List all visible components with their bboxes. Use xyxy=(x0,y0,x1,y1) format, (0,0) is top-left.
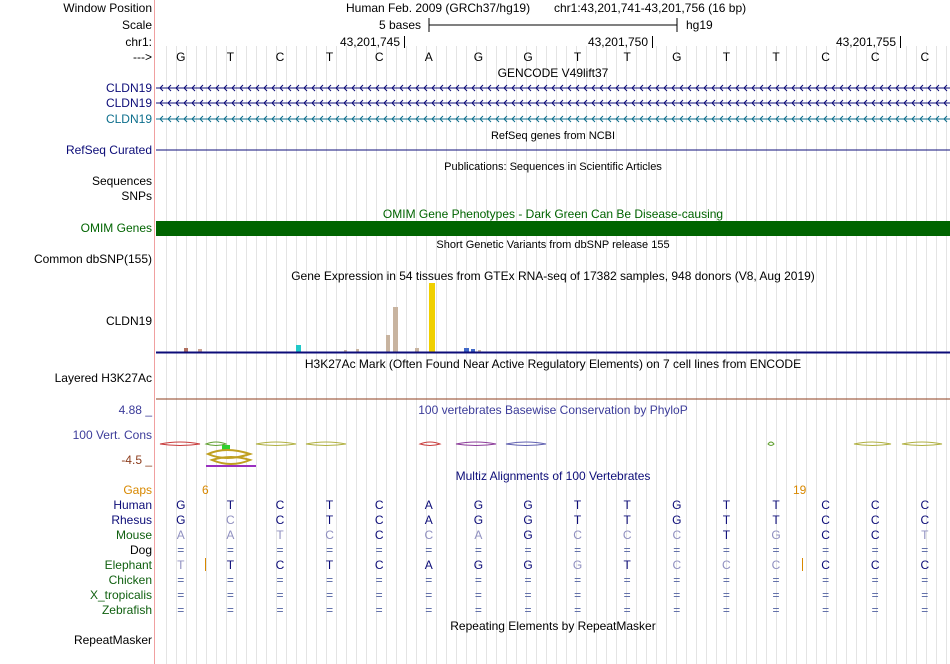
position-range: chr1:43,201,741-43,201,756 (16 bp) xyxy=(554,1,747,15)
gap-marker xyxy=(205,558,206,571)
aligned-base: T xyxy=(276,528,284,542)
aligned-base: = xyxy=(276,543,284,557)
multiz-track-title: Multiz Alignments of 100 Vertebrates xyxy=(455,469,651,483)
aligned-base: G xyxy=(473,558,484,572)
omim-track-title: OMIM Gene Phenotypes - Dark Green Can Be Disease-causing xyxy=(382,207,724,221)
aligned-base: = xyxy=(226,603,234,617)
aligned-base: C xyxy=(771,558,781,572)
conservation-wiggle[interactable] xyxy=(156,436,950,470)
base: A xyxy=(424,50,433,64)
aligned-base: = xyxy=(326,603,334,617)
aligned-base: = xyxy=(722,543,730,557)
aligned-base: = xyxy=(425,573,433,587)
aligned-base: = xyxy=(822,543,830,557)
repeatmasker-label[interactable]: RepeatMasker xyxy=(73,633,152,647)
aligned-base: = xyxy=(722,573,730,587)
aligned-base: G xyxy=(523,498,533,512)
aligned-base: = xyxy=(871,543,879,557)
aligned-base: = xyxy=(772,543,780,557)
dbsnp-label[interactable]: Common dbSNP(155) xyxy=(33,252,152,266)
species-label[interactable]: Zebrafish xyxy=(101,603,152,617)
aligned-base: G xyxy=(572,558,583,572)
base: T xyxy=(325,50,334,64)
aligned-base: = xyxy=(524,543,532,557)
aligned-base: C xyxy=(275,513,285,527)
aligned-base: A xyxy=(424,558,433,572)
aligned-base: C xyxy=(672,558,682,572)
aligned-base: = xyxy=(276,603,284,617)
species-label[interactable]: Human xyxy=(113,498,152,512)
aligned-base: = xyxy=(474,588,482,602)
gencode-track-title: GENCODE V49lift37 xyxy=(497,66,609,80)
gap-count-1: 6 xyxy=(202,483,209,497)
ruler-tick xyxy=(900,36,901,48)
refseq-gene-line[interactable] xyxy=(156,149,950,152)
aligned-base: A xyxy=(474,528,483,542)
species-label[interactable]: Elephant xyxy=(104,558,152,572)
aligned-base: = xyxy=(772,573,780,587)
scale-bar xyxy=(428,16,680,34)
aligned-base: = xyxy=(177,603,185,617)
aligned-base: = xyxy=(921,543,929,557)
aligned-base: = xyxy=(871,603,879,617)
gtex-track-title: Gene Expression in 54 tissues from GTEx RNA-seq of 17382 samples, 948 donors (V8, Aug 2019) xyxy=(291,269,815,283)
ruler-tick xyxy=(404,36,405,48)
gaps-label[interactable]: Gaps xyxy=(123,483,152,497)
aligned-base: C xyxy=(870,528,880,542)
aligned-base: = xyxy=(425,543,433,557)
dbsnp-track-title: Short Genetic Variants from dbSNP release 155 xyxy=(436,239,670,251)
aligned-base: G xyxy=(672,498,682,512)
aligned-base: = xyxy=(574,588,582,602)
aligned-base: C xyxy=(424,528,434,542)
window-position-label[interactable]: Window Position xyxy=(63,1,152,15)
aligned-base: G xyxy=(176,498,186,512)
aligned-base: A xyxy=(424,513,433,527)
aligned-base: = xyxy=(623,543,631,557)
aligned-base: = xyxy=(921,603,929,617)
aligned-base: T xyxy=(623,558,631,572)
species-label[interactable]: Dog xyxy=(129,543,152,557)
gencode-gene-label-2[interactable]: CLDN19 xyxy=(105,96,152,110)
aligned-base: = xyxy=(623,603,631,617)
base: G xyxy=(672,50,682,64)
aligned-base: = xyxy=(673,573,681,587)
aligned-base: = xyxy=(822,603,830,617)
base: T xyxy=(722,50,731,64)
publications-track-title: Publications: Sequences in Scientific Articles xyxy=(444,161,662,173)
species-label[interactable]: Chicken xyxy=(108,573,152,587)
aligned-base: G xyxy=(523,528,533,542)
aligned-base: = xyxy=(276,573,284,587)
aligned-base: C xyxy=(622,528,632,542)
aligned-base: = xyxy=(474,603,482,617)
aligned-base: = xyxy=(326,573,334,587)
aligned-base: G xyxy=(771,528,781,542)
aligned-base: A xyxy=(226,528,235,542)
aligned-base: C xyxy=(374,528,384,542)
aligned-base: = xyxy=(772,588,780,602)
aligned-base: = xyxy=(673,543,681,557)
aligned-base: T xyxy=(921,528,929,542)
conservation-track-title: 100 vertebrates Basewise Conservation by PhyloP xyxy=(418,403,688,417)
refseq-label[interactable]: RefSeq Curated xyxy=(65,143,152,157)
aligned-base: C xyxy=(821,513,830,527)
scale-bar-text: 5 bases xyxy=(379,18,422,32)
base: T xyxy=(573,50,582,64)
aligned-base: = xyxy=(474,573,482,587)
conservation-max-label: 4.88 _ xyxy=(118,403,152,417)
aligned-base: C xyxy=(870,558,880,572)
aligned-base: C xyxy=(374,558,384,572)
aligned-base: = xyxy=(425,588,433,602)
gencode-gene-label-1[interactable]: CLDN19 xyxy=(105,81,152,95)
scale-label[interactable]: Scale xyxy=(121,18,152,32)
snps-label[interactable]: SNPs xyxy=(121,189,152,203)
chrom-label[interactable]: chr1: xyxy=(125,35,152,49)
ruler-tick xyxy=(652,36,653,48)
ruler-position-label: 43,201,745 xyxy=(339,35,400,49)
aligned-base: = xyxy=(574,573,582,587)
aligned-base: = xyxy=(524,573,532,587)
aligned-base: C xyxy=(374,498,384,512)
aligned-base: = xyxy=(822,573,830,587)
gap-marker xyxy=(802,558,803,571)
aligned-base: = xyxy=(623,588,631,602)
aligned-base: C xyxy=(275,498,285,512)
aligned-base: = xyxy=(921,588,929,602)
aligned-base: C xyxy=(920,513,930,527)
species-label[interactable]: X_tropicalis xyxy=(89,588,152,602)
base: G xyxy=(176,50,186,64)
aligned-base: T xyxy=(226,498,235,512)
aligned-base: C xyxy=(920,498,930,512)
base: C xyxy=(821,50,830,64)
aligned-base: C xyxy=(325,528,334,542)
aligned-base: = xyxy=(425,603,433,617)
aligned-base: C xyxy=(870,498,880,512)
aligned-base: = xyxy=(326,588,334,602)
aligned-base: G xyxy=(473,513,484,527)
aligned-base: = xyxy=(722,588,730,602)
aligned-base: = xyxy=(375,543,383,557)
conservation-label[interactable]: 100 Vert. Cons xyxy=(72,428,152,442)
aligned-base: T xyxy=(325,558,334,572)
h3k27ac-signal-line[interactable] xyxy=(156,398,950,401)
sequences-label[interactable]: Sequences xyxy=(91,174,152,188)
species-label[interactable]: Mouse xyxy=(115,528,152,542)
aligned-base: C xyxy=(821,558,830,572)
aligned-base: C xyxy=(226,513,235,527)
aligned-base: G xyxy=(523,513,533,527)
aligned-base: T xyxy=(573,513,582,527)
aligned-base: T xyxy=(772,498,780,512)
aligned-base: = xyxy=(474,543,482,557)
aligned-base: G xyxy=(672,513,682,527)
aligned-base: = xyxy=(326,543,334,557)
aligned-base: C xyxy=(573,528,582,542)
aligned-base: = xyxy=(822,588,830,602)
aligned-base: C xyxy=(722,558,731,572)
aligned-base: T xyxy=(226,558,235,572)
aligned-base: = xyxy=(772,603,780,617)
aligned-base: = xyxy=(226,543,234,557)
aligned-base: A xyxy=(176,528,185,542)
aligned-base: = xyxy=(375,588,383,602)
aligned-base: T xyxy=(623,498,631,512)
aligned-base: A xyxy=(424,498,433,512)
aligned-base: T xyxy=(573,498,582,512)
gap-count-2: 19 xyxy=(793,483,807,497)
aligned-base: T xyxy=(177,558,185,572)
h3k27ac-label[interactable]: Layered H3K27Ac xyxy=(54,371,152,385)
species-label[interactable]: Rhesus xyxy=(111,513,152,527)
aligned-base: = xyxy=(921,573,929,587)
aligned-base: T xyxy=(325,498,334,512)
aligned-base: = xyxy=(673,588,681,602)
base: T xyxy=(623,50,631,64)
base: C xyxy=(920,50,930,64)
aligned-base: G xyxy=(523,558,533,572)
label-divider xyxy=(154,0,155,664)
aligned-base: = xyxy=(623,573,631,587)
aligned-base: C xyxy=(672,528,682,542)
aligned-base: = xyxy=(177,543,185,557)
gencode-gene-label-3[interactable]: CLDN19 xyxy=(105,112,152,126)
scale-db: hg19 xyxy=(686,18,713,32)
aligned-base: G xyxy=(473,498,484,512)
refseq-track-title: RefSeq genes from NCBI xyxy=(490,130,616,142)
aligned-base: T xyxy=(722,498,731,512)
aligned-base: T xyxy=(772,513,780,527)
strand-label[interactable]: ---> xyxy=(133,50,152,64)
aligned-base: T xyxy=(623,513,631,527)
conservation-min-label: -4.5 _ xyxy=(121,453,152,467)
aligned-base: = xyxy=(524,588,532,602)
aligned-base: = xyxy=(276,588,284,602)
gencode-gene-models[interactable] xyxy=(156,80,950,128)
aligned-base: = xyxy=(226,588,234,602)
base: C xyxy=(870,50,880,64)
base: G xyxy=(473,50,484,64)
aligned-base: = xyxy=(226,573,234,587)
base: C xyxy=(275,50,285,64)
omim-label[interactable]: OMIM Genes xyxy=(80,221,152,235)
repeatmasker-track-title: Repeating Elements by RepeatMasker xyxy=(450,619,656,633)
base: C xyxy=(374,50,384,64)
aligned-base: T xyxy=(722,513,731,527)
aligned-base: = xyxy=(871,588,879,602)
base: T xyxy=(772,50,780,64)
assembly-name: Human Feb. 2009 (GRCh37/hg19) xyxy=(346,1,531,15)
aligned-base: = xyxy=(177,573,185,587)
h3k27ac-track-title: H3K27Ac Mark (Often Found Near Active Regulatory Elements) on 7 cell lines from ENCODE xyxy=(304,357,802,371)
aligned-base: = xyxy=(375,603,383,617)
aligned-base: C xyxy=(920,558,930,572)
gtex-label[interactable]: CLDN19 xyxy=(105,314,152,328)
aligned-base: G xyxy=(176,513,186,527)
aligned-base: C xyxy=(821,498,830,512)
omim-gene-bar[interactable] xyxy=(156,221,950,236)
ruler-position-label: 43,201,755 xyxy=(835,35,896,49)
aligned-base: C xyxy=(870,513,880,527)
aligned-base: = xyxy=(375,573,383,587)
aligned-base: = xyxy=(673,603,681,617)
aligned-base: = xyxy=(574,603,582,617)
base: T xyxy=(226,50,235,64)
aligned-base: = xyxy=(574,543,582,557)
base: G xyxy=(523,50,533,64)
aligned-base: = xyxy=(524,603,532,617)
ruler-position-label: 43,201,750 xyxy=(587,35,648,49)
aligned-base: = xyxy=(177,588,185,602)
aligned-base: = xyxy=(871,573,879,587)
aligned-base: T xyxy=(325,513,334,527)
gtex-expression-bars[interactable] xyxy=(156,282,950,356)
aligned-base: = xyxy=(722,603,730,617)
aligned-base: T xyxy=(722,528,731,542)
aligned-base: C xyxy=(374,513,384,527)
aligned-base: C xyxy=(821,528,830,542)
aligned-base: C xyxy=(275,558,285,572)
